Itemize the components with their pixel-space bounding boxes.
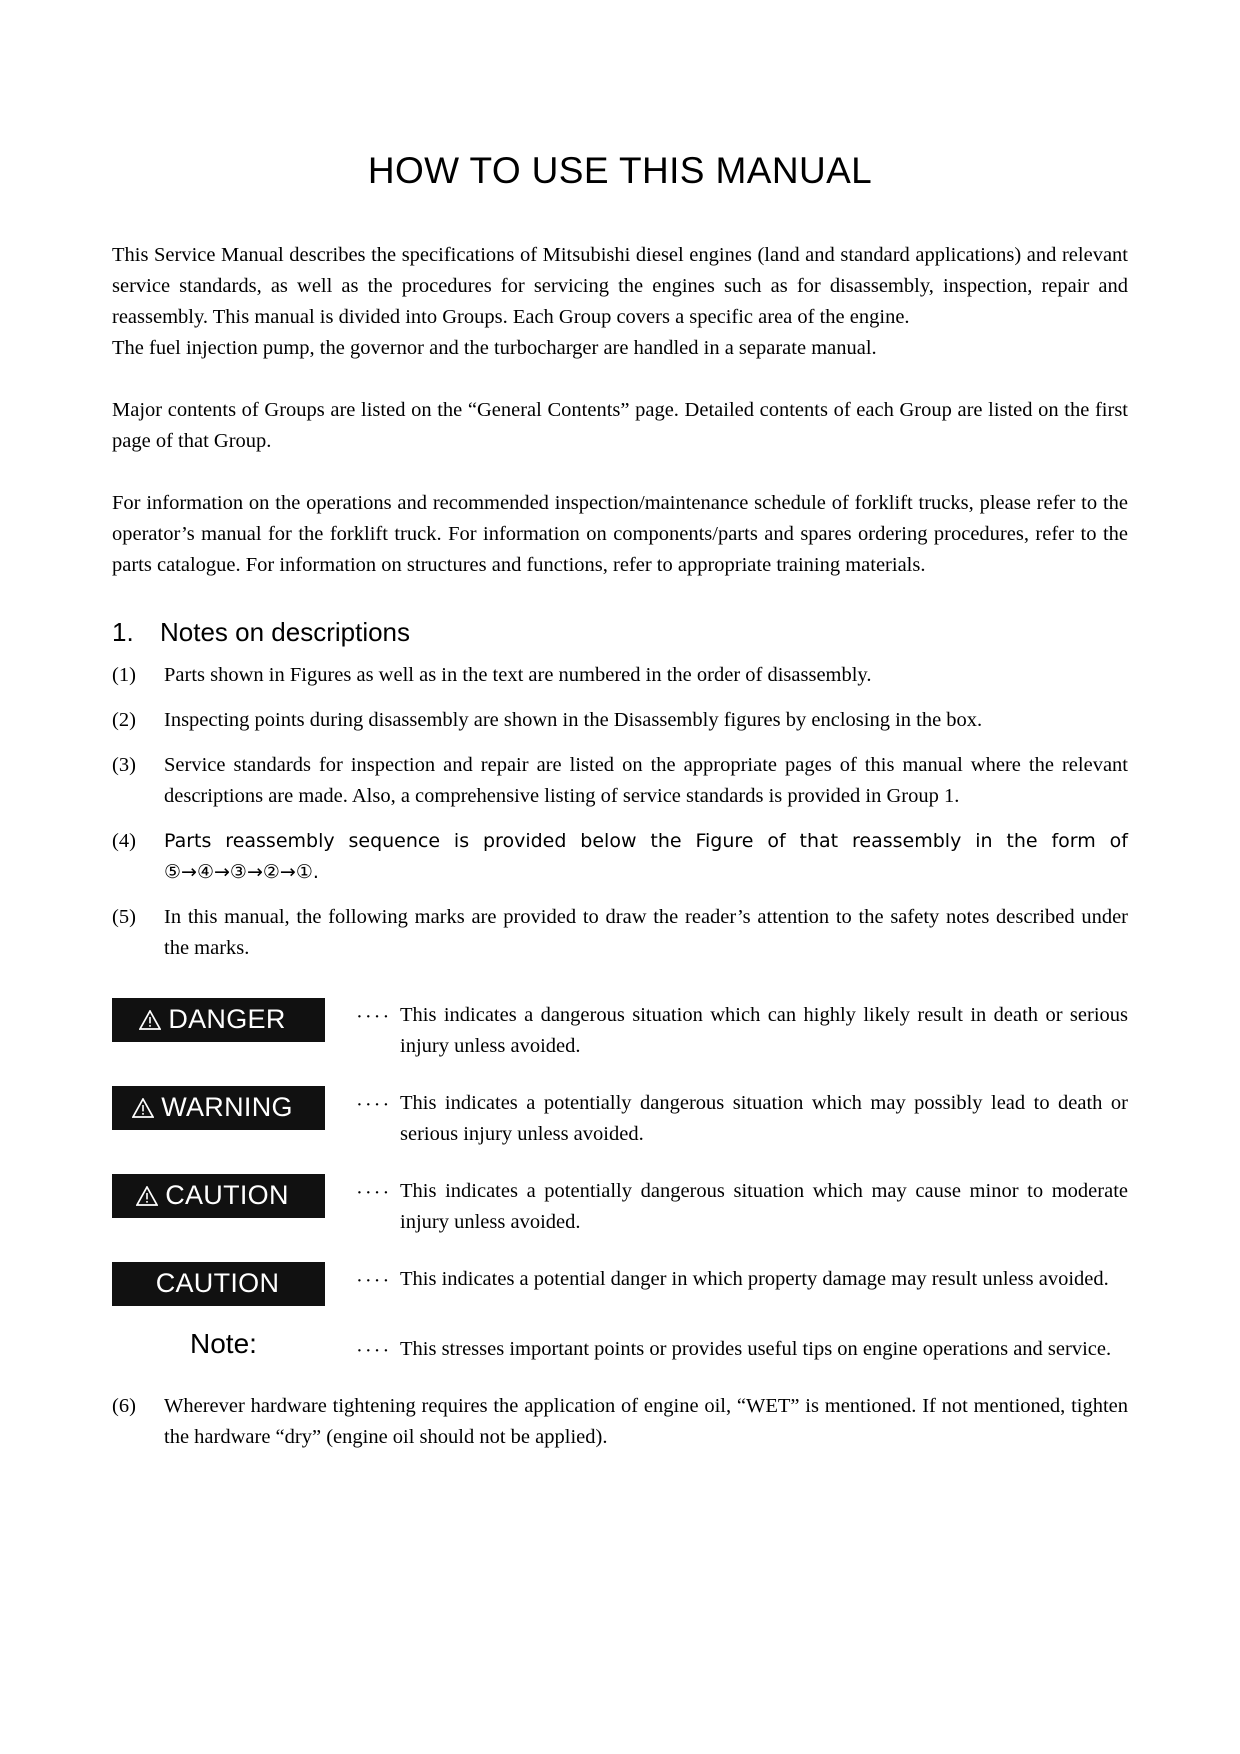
list-item [112, 902, 1128, 964]
list-item-text: Parts shown in Figures as well as in the text are numbered in the order of disassembly. [164, 664, 872, 686]
intro-paragraph-2: The fuel injection pump, the governor and the turbocharger are handled in a separate manual. [112, 337, 877, 359]
list-item [112, 750, 1128, 812]
intro-paragraph-1: This Service Manual describes the specifications of Mitsubishi diesel engines (land and standard applications) and relevant service standards, as well as the procedures for servicing the engines such as for disassembly, inspection, repair and reassembly. This manual is divided into Groups. Each Group covers a specific area of the engine. [112, 244, 1128, 328]
list-item-text: In this manual, the following marks are provided to draw the reader’s attention to the safety notes described under the marks. [164, 906, 1128, 959]
leader-dots: ···· [356, 1094, 392, 1116]
list-item [112, 1391, 1128, 1453]
danger-badge [112, 998, 325, 1042]
warning-description: This indicates a potentially dangerous situation which may possibly lead to death or serious injury unless avoided. [400, 1092, 1128, 1145]
list-item-text: Inspecting points during disassembly are shown in the Disassembly figures by enclosing in the box. [164, 709, 983, 731]
list-item-marker: (2) [112, 709, 136, 731]
list-item [112, 660, 1128, 691]
caution-plain-description: This indicates a potential danger in which property damage may result unless avoided. [400, 1268, 1109, 1290]
warning-badge-label: WARNING [161, 1092, 293, 1122]
list-item-marker: (6) [112, 1395, 136, 1417]
paragraph-spacer [112, 457, 1128, 488]
list-item-text: Service standards for inspection and repair are listed on the appropriate pages of this manual where the relevant descriptions are made. Also, a comprehensive listing of service standards is provided in Group 1. [164, 754, 1128, 807]
note-label: Note: [190, 1328, 257, 1359]
list-item [112, 826, 1128, 888]
safety-marks-block [112, 998, 1128, 1367]
section-heading-notes-on-descriptions [112, 617, 1128, 648]
safety-mark-label-cell [112, 1330, 356, 1358]
warning-triangle-icon [139, 1010, 161, 1030]
warning-triangle-icon [136, 1186, 158, 1206]
list-item-marker: (4) [112, 830, 136, 852]
list-item-text: Wherever hardware tightening requires the application of engine oil, “WET” is mentioned. If not mentioned, tighten the hardware “dry” (engine oil should not be applied). [164, 1395, 1128, 1448]
safety-mark-label-cell [112, 1262, 356, 1306]
safety-mark-label-cell [112, 998, 356, 1042]
intro-paragraph-4: For information on the operations and recommended inspection/maintenance schedule of forklift trucks, please refer to the operator’s manual for the forklift truck. For information on components/parts and spares ordering procedures, refer to the parts catalogue. For information on structures and functions, refer to appropriate training materials. [112, 492, 1128, 576]
list-item-marker: (1) [112, 664, 136, 686]
list-item-marker: (3) [112, 754, 136, 776]
leader-dots: ···· [356, 1182, 392, 1204]
warning-triangle-icon [132, 1098, 154, 1118]
notes-list [112, 660, 1128, 964]
intro-paragraph-3: Major contents of Groups are listed on the “General Contents” page. Detailed contents of each Group are listed on the first page of that Group. [112, 399, 1128, 452]
section-number: 1. [112, 617, 134, 647]
safety-mark-row-note [112, 1330, 1128, 1367]
safety-mark-row-caution-plain [112, 1262, 1128, 1306]
leader-dots: ···· [356, 1006, 392, 1028]
caution-plain-badge [112, 1262, 325, 1306]
section-title: Notes on descriptions [160, 617, 411, 647]
danger-description: This indicates a dangerous situation which can highly likely result in death or serious injury unless avoided. [400, 1004, 1128, 1057]
list-item [112, 705, 1128, 736]
leader-dots: ···· [356, 1340, 392, 1362]
leader-dots: ···· [356, 1270, 392, 1292]
list-item-marker: (5) [112, 906, 136, 928]
caution-description: This indicates a potentially dangerous situation which may cause minor to moderate injury unless avoided. [400, 1180, 1128, 1233]
notes-list-continued [112, 1391, 1128, 1453]
safety-mark-row-caution-icon [112, 1174, 1128, 1238]
list-item-text: Parts reassembly sequence is provided below the Figure of that reassembly in the form of ⑤→④→③→②→①. [164, 830, 1128, 883]
page-title: HOW TO USE THIS MANUAL [367, 150, 873, 191]
paragraph-spacer [112, 364, 1128, 395]
danger-badge-label: DANGER [168, 1004, 286, 1034]
caution-badge [112, 1174, 325, 1218]
caution-badge-label: CAUTION [165, 1180, 289, 1210]
safety-mark-row-danger [112, 998, 1128, 1062]
safety-mark-label-cell [112, 1174, 356, 1218]
safety-mark-label-cell [112, 1086, 356, 1130]
caution-plain-badge-label: CAUTION [155, 1268, 280, 1298]
note-description: This stresses important points or provides useful tips on engine operations and service. [400, 1338, 1112, 1360]
safety-mark-row-warning [112, 1086, 1128, 1150]
warning-badge [112, 1086, 325, 1130]
